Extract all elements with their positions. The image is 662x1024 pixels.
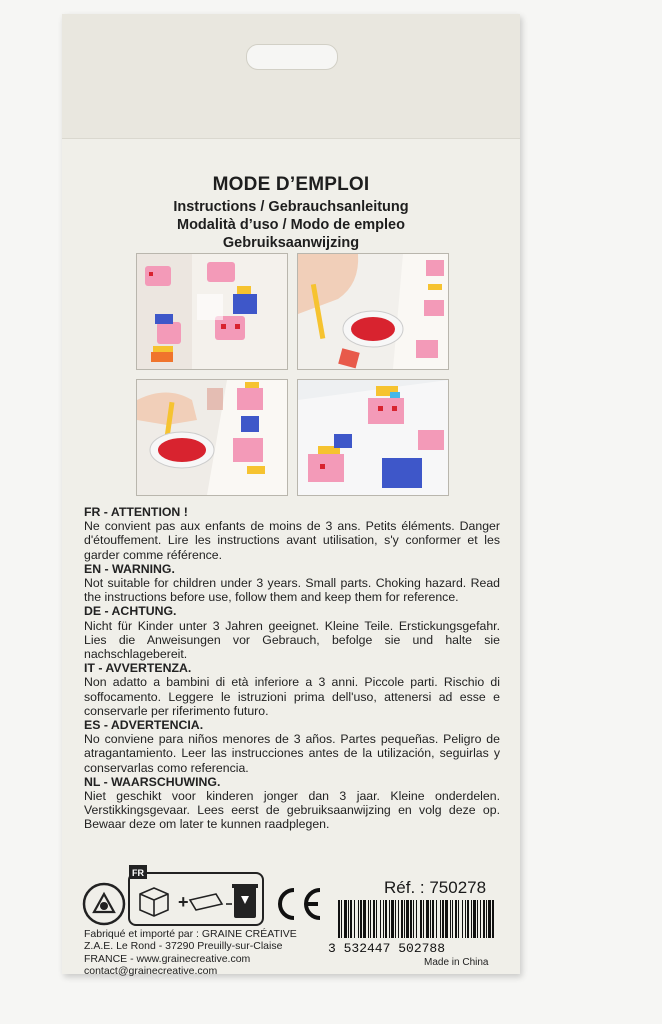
- step-photo-2: [297, 253, 449, 370]
- warning-heading-de: DE - ACHTUNG.: [84, 604, 177, 619]
- maker-line: Fabriqué et importé par : GRAINE CRÉATIVE: [84, 928, 297, 940]
- maker-line: FRANCE - www.grainecreative.com: [84, 952, 251, 965]
- step-photo-1: [136, 253, 288, 370]
- warning-text-de: Nicht für Kinder unter 3 Jahren geeignet. Kleine Teile. Erstickungsgefahr. Lies die Anweisungen vor Gebrauch, befolge sie und halte sie nachschlagebereit.: [84, 618, 500, 662]
- warning-text-en: Not suitable for children under 3 years. Small parts. Choking hazard. Read the instructions before use, follow them and keep them for reference.: [84, 576, 500, 605]
- safety-warnings: [84, 505, 500, 832]
- package-back: [62, 14, 520, 978]
- warning-heading-es: ES - ADVERTENCIA.: [84, 718, 204, 733]
- reference-number: Réf. : 750278: [384, 878, 487, 897]
- footer: [62, 854, 520, 978]
- fr-sorting-panel: [128, 864, 264, 926]
- recycle-bin-icon: [232, 884, 258, 918]
- maker-line: contact@grainecreative.com: [84, 965, 218, 978]
- ce-mark-icon: [270, 884, 326, 924]
- barcode-number: 3 532447 502788: [328, 941, 446, 956]
- hang-tab: [62, 14, 520, 139]
- triman-icon: [82, 882, 126, 926]
- subtitle-instructions: Instructions / Gebrauchsanleitung: [173, 199, 409, 215]
- hang-hole: [246, 44, 338, 70]
- maker-line: Z.A.E. Le Rond - 37290 Preuilly-sur-Claise: [84, 940, 283, 953]
- box-icon: [140, 888, 168, 916]
- page-title: MODE D’EMPLOI: [212, 174, 370, 195]
- subtitle-modalita: Modalità d’uso / Modo de empleo: [177, 217, 405, 233]
- warning-text-nl: Niet geschikt voor kinderen jonger dan 3 jaar. Kleine onderdelen. Verstikkingsgevaar. Lees eerst de gebruiksaanwijzing en volg deze op. Bewaar deze om later te kunnen raadplegen.: [84, 789, 500, 832]
- step-photo-3: [136, 379, 288, 496]
- warning-text-fr: Ne convient pas aux enfants de moins de 3 ans. Petits éléments. Danger d'étouffement. Lire les instructions avant utilisation, s'y conformer et les garder comme référence.: [84, 519, 500, 562]
- subtitle-gebruiksaanwijzing: Gebruiksaanwijzing: [222, 235, 360, 251]
- barcode-icon: [328, 900, 498, 956]
- warning-heading-nl: NL - WAARSCHUWING.: [84, 774, 221, 789]
- made-in: Made in China: [424, 957, 489, 968]
- warning-text-es: No conviene para niños menores de 3 años. Partes pequeñas. Peligro de atragantamiento. Leer las instrucciones antes de la utilización, seguirlas y conservarlas como referencia.: [84, 732, 500, 775]
- manufacturer-info: [84, 928, 297, 978]
- warning-heading-en: EN - WARNING.: [84, 561, 175, 576]
- warning-heading-fr: FR - ATTENTION !: [84, 505, 188, 519]
- bag-icon: [190, 894, 222, 910]
- warning-text-it: Non adatto a bambini di età inferiore a 3 anni. Piccole parti. Rischio di soffocamento. Leggere le istruzioni prima dell'uso, attenersi ad esse e conservarle per riferimento futuro.: [84, 675, 500, 718]
- instructions-header: [62, 174, 520, 251]
- warning-heading-it: IT - AVVERTENZA.: [84, 661, 192, 676]
- fr-label: FR: [132, 868, 144, 878]
- svg-text:+: +: [178, 892, 189, 912]
- step-photo-4: [297, 379, 449, 496]
